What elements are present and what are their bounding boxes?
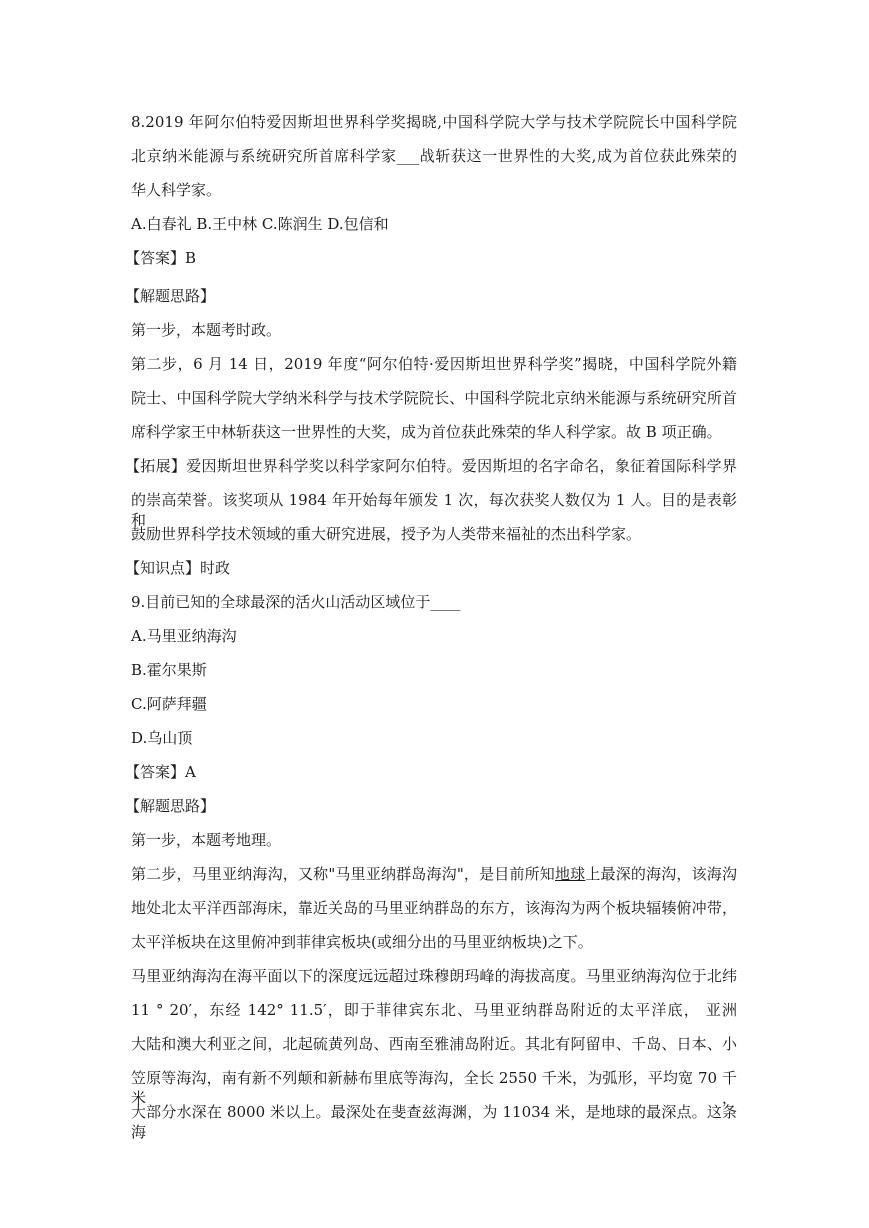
q8-extension-line-1: 【拓展】爱因斯坦世界科学奖以科学家阿尔伯特。爱因斯坦的名字命名，象征着国际科学界 <box>125 457 737 475</box>
q9-step2-line-3: 太平洋板块在这里俯冲到菲律宾板块(或细分出的马里亚纳板块)之下。 <box>131 933 593 951</box>
q9-stem: 9.目前已知的全球最深的活火山活动区域位于____ <box>131 593 461 611</box>
q9-step1: 第一步，本题考地理。 <box>131 831 282 849</box>
q8-step1: 第一步，本题考时政。 <box>131 321 282 339</box>
q9-analysis-title: 【解题思路】 <box>125 797 216 815</box>
q8-stem-line-3: 华人科学家。 <box>131 181 222 199</box>
q9-answer: 【答案】A <box>125 763 196 781</box>
q8-analysis-title: 【解题思路】 <box>125 287 216 305</box>
q9-para-line-1: 马里亚纳海沟在海平面以下的深度远远超过珠穆朗玛峰的海拔高度。马里亚纳海沟位于北纬 <box>131 967 737 985</box>
q8-step2-line-3: 席科学家王中林斩获这一世界性的大奖，成为首位获此殊荣的华人科学家。故 B 项正确。 <box>131 423 722 441</box>
q9-step2-line-2: 地处北太平洋西部海床，靠近关岛的马里亚纳群岛的东方，该海沟为两个板块辐辏俯冲带， <box>131 899 737 917</box>
q9-option-c: C.阿萨拜疆 <box>131 695 207 713</box>
earth-link[interactable]: 地球 <box>555 865 586 883</box>
q8-step2-line-1: 第二步，6 月 14 日，2019 年度“阿尔伯特·爱因斯坦世界科学奖”揭晓，中国科学院外籍 <box>131 355 737 373</box>
q8-stem-line-1: 8.2019 年阿尔伯特爱因斯坦世界科学奖揭晓,中国科学院大学与技术学院院长中国科学院 <box>131 113 737 131</box>
q9-para-line-3: 大陆和澳大利亚之间，北起硫黄列岛、西南至雅浦岛附近。其北有阿留申、千岛、日本、小 <box>131 1035 737 1053</box>
q8-stem-line-2: 北京纳米能源与系统研究所首席科学家___战斩获这一世界性的大奖,成为首位获此殊荣的 <box>131 147 737 165</box>
q9-option-b: B.霍尔果斯 <box>131 661 207 679</box>
q9-step2-text-pre: 第二步，马里亚纳海沟，又称"马里亚纳群岛海沟"，是目前所知 <box>131 865 555 883</box>
q9-option-a: A.马里亚纳海沟 <box>131 627 237 645</box>
q9-para-line-5: 大部分水深在 8000 米以上。最深处在斐查兹海渊，为 11034 米，是地球的最深点。这条海 <box>131 1103 737 1141</box>
q8-step2-line-2: 院士、中国科学院大学纳米科学与技术学院院长、中国科学院北京纳米能源与系统研究所首 <box>131 389 737 407</box>
q9-para-line-2: 11 ° 20′，东经 142° 11.5′，即于菲律宾东北、马里亚纳群岛附近的太平洋底， 亚洲 <box>131 1001 737 1019</box>
q8-extension-line-2: 的崇高荣誉。该奖项从 1984 年开始每年颁发 1 次，每次获奖人数仅为 1 人。目的是表彰和 <box>131 491 737 529</box>
q9-step2-line-1 <box>131 864 737 884</box>
q8-knowledge-point: 【知识点】时政 <box>125 559 231 577</box>
q8-options: A.白春礼 B.王中林 C.陈润生 D.包信和 <box>131 215 389 233</box>
q9-option-d: D.乌山顶 <box>131 729 193 747</box>
q8-extension-line-3: 鼓励世界科学技术领域的重大研究进展，授予为人类带来福祉的杰出科学家。 <box>131 525 642 543</box>
q8-answer: 【答案】B <box>125 249 197 267</box>
q9-step2-text-post: 上最深的海沟，该海沟 <box>585 865 737 883</box>
q9-para-line-4: 笠原等海沟，南有新不列颠和新赫布里底等海沟，全长 2550 千米，为弧形，平均宽 70 千米， <box>131 1069 737 1107</box>
